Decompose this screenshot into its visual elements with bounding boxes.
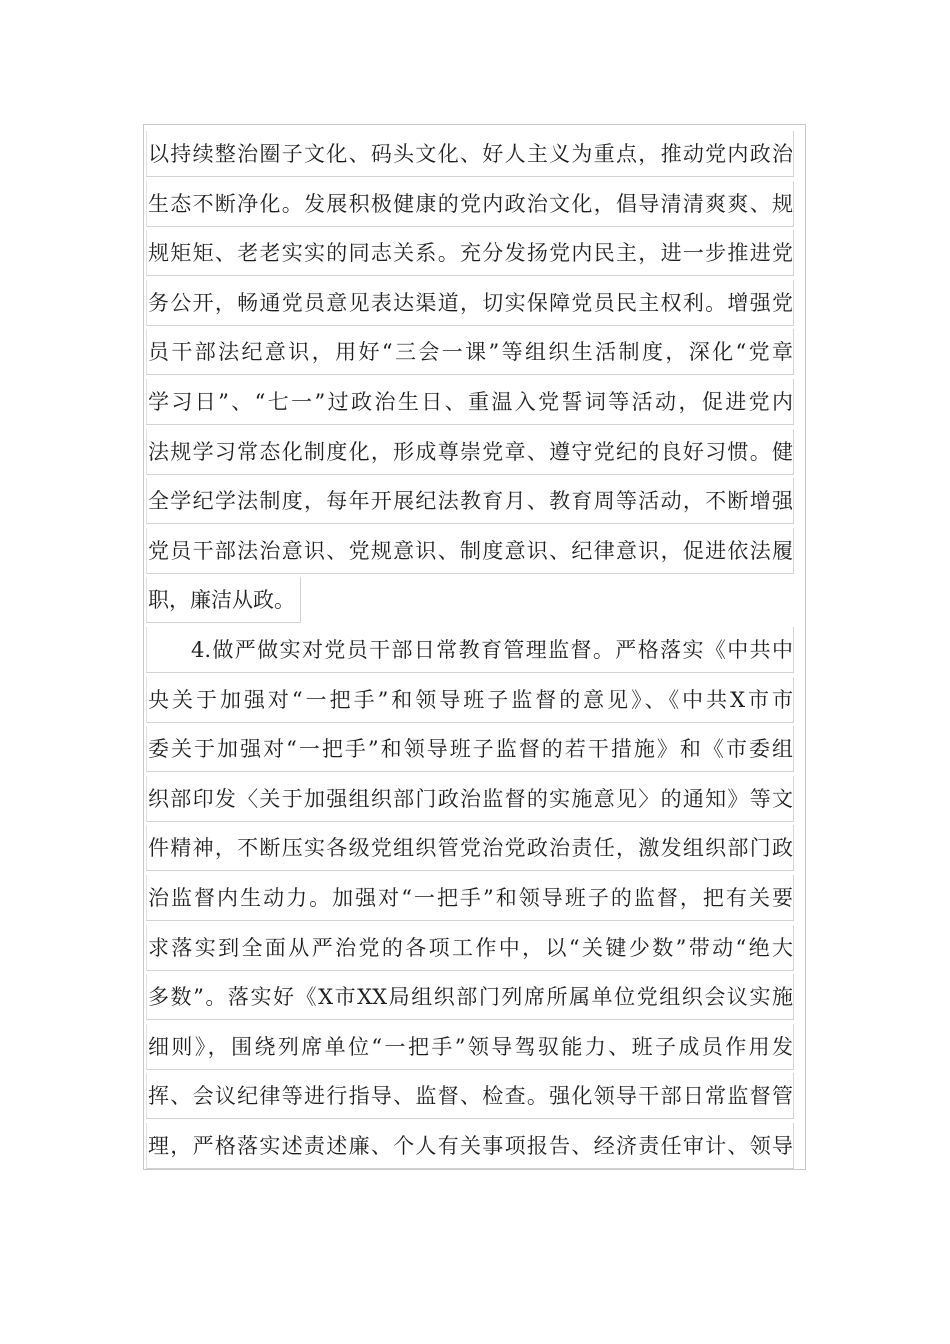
text-line-paragraph-end: 职，廉洁从政。 bbox=[146, 577, 794, 627]
text-line: 学习日”、“七一”过政治生日、重温入党誓词等活动，促进党内 bbox=[146, 379, 794, 429]
text-line: 织部印发〈关于加强组织部门政治监督的实施意见〉的通知》等文 bbox=[146, 776, 794, 826]
text-line: 细则》，围绕列席单位“一把手”领导驾驭能力、班子成员作用发 bbox=[146, 1024, 794, 1074]
text-line: 治监督内生动力。加强对“一把手”和领导班子的监督，把有关要 bbox=[146, 875, 794, 925]
text-line: 委关于加强对“一把手”和领导班子监督的若干措施》和《市委组 bbox=[146, 726, 794, 776]
text-line: 务公开，畅通党员意见表达渠道，切实保障党员民主权利。增强党 bbox=[146, 280, 794, 330]
text-line: 以持续整治圈子文化、码头文化、好人主义为重点，推动党内政治 bbox=[146, 131, 794, 181]
text-line: 件精神，不断压实各级党组织管党治党政治责任，激发组织部门政 bbox=[146, 825, 794, 875]
text-line: 全学纪学法制度，每年开展纪法教育月、教育周等活动，不断增强 bbox=[146, 478, 794, 528]
text-line: 求落实到全面从严治党的各项工作中，以“关键少数”带动“绝大 bbox=[146, 925, 794, 975]
text-line: 党员干部法治意识、党规意识、制度意识、纪律意识，促进依法履 bbox=[146, 528, 794, 578]
text-line: 央关于加强对“一把手”和领导班子监督的意见》、《中共X市市 bbox=[146, 677, 794, 727]
text-line: 理，严格落实述责述廉、个人有关事项报告、经济责任审计、领导 bbox=[146, 1123, 794, 1173]
text-line: 挥、会议纪律等进行指导、监督、检查。强化领导干部日常监督管 bbox=[146, 1073, 794, 1123]
text-line-paragraph-start: 4.做严做实对党员干部日常教育管理监督。严格落实《中共中 bbox=[146, 627, 794, 677]
document-body bbox=[146, 131, 794, 1172]
text-line: 多数”。落实好《X市XX局组织部门列席所属单位党组织会议实施 bbox=[146, 974, 794, 1024]
text-line: 员干部法纪意识，用好“三会一课”等组织生活制度，深化“党章 bbox=[146, 329, 794, 379]
text-line: 法规学习常态化制度化，形成尊崇党章、遵守党纪的良好习惯。健 bbox=[146, 429, 794, 479]
text-line: 生态不断净化。发展积极健康的党内政治文化，倡导清清爽爽、规 bbox=[146, 181, 794, 231]
text-line: 规矩矩、老老实实的同志关系。充分发扬党内民主，进一步推进党 bbox=[146, 230, 794, 280]
